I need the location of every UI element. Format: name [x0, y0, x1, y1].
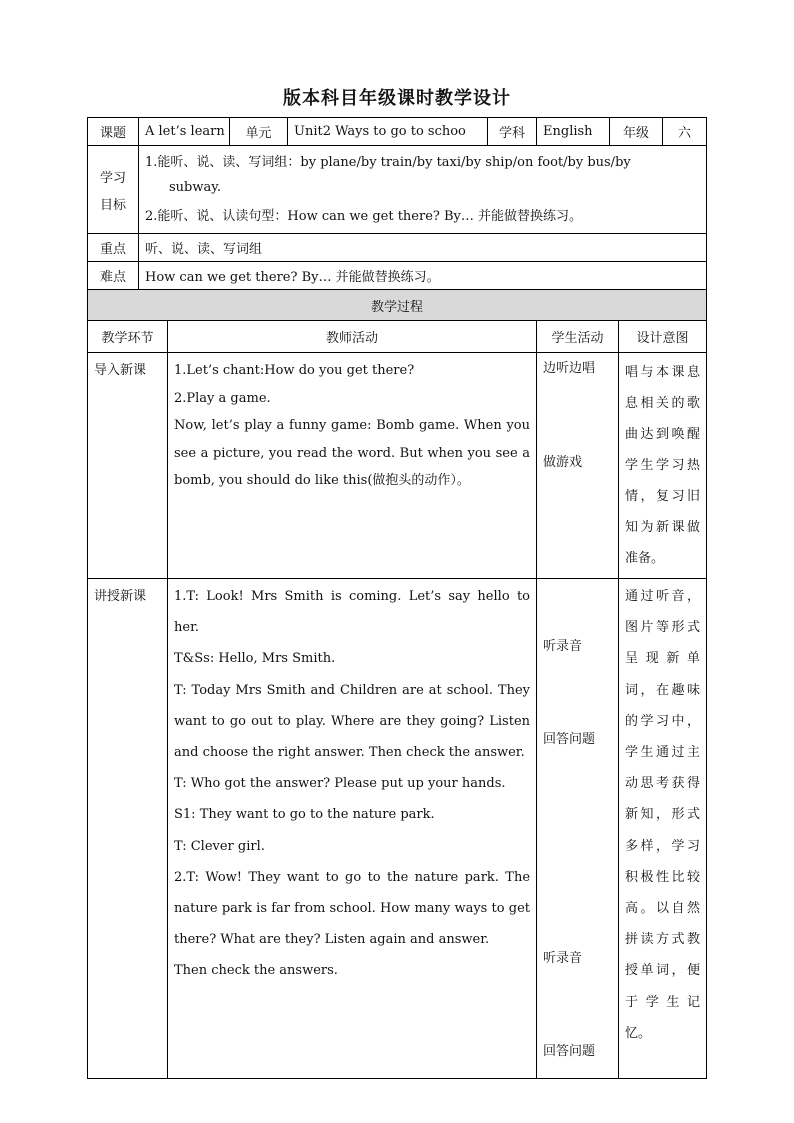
teacher-cell [168, 353, 537, 579]
teacher-cell [168, 579, 537, 1079]
teacher-line: S1: They want to go to the nature park. [174, 807, 435, 823]
teacher-line: T&Ss: Hello, Mrs Smith. [174, 651, 336, 667]
key-points-value: 听、说、读、写词组 [139, 234, 707, 262]
page-title: 版本科目年级课时教学设计 [283, 88, 511, 109]
difficulties-value: How can we get there? By… 并能做替换练习。 [139, 262, 707, 290]
teacher-line: T: Who got the answer? Please put up your hands. [174, 776, 506, 792]
objective-1: 1.能听、说、读、写词组：by plane/by train/by taxi/by ship/on foot/by bus/by [145, 155, 631, 170]
objective-2: 2.能听、说、认读句型：How can we get there? By… 并能做替换练习。 [145, 209, 583, 224]
objectives-label-line2: 目标 [99, 197, 126, 213]
grade-value: 六 [663, 118, 707, 146]
unit-value: Unit2 Ways to go to schoo [288, 118, 488, 146]
student-activity: 做游戏 [543, 455, 583, 470]
key-points-label: 重点 [88, 234, 139, 262]
teacher-line: 2.Play a game. [174, 390, 271, 406]
intent-cell: 通过听音，图片等形式呈现新单词，在趣味的学习中，学生通过主动思考获得新知，形式多样，学习积极性比较高。以自然拼读方式教授单词，便于学生记忆。 [619, 579, 707, 1079]
student-activity: 边听边唱 [543, 361, 596, 376]
objectives-label-line1: 学习 [99, 170, 126, 186]
stage-cell: 导入新课 [88, 353, 168, 579]
key-points-row [88, 234, 707, 262]
teacher-line: 1.Let’s chant:How do you get there? [174, 363, 415, 378]
col-teacher: 教师活动 [168, 321, 537, 353]
objectives-content [139, 146, 707, 234]
topic-value: A let’s learn [139, 118, 230, 146]
student-cell [537, 353, 619, 579]
intent-cell: 唱与本课息息相关的歌曲达到唤醒学生学习热情，复习旧知为新课做准备。 [619, 353, 707, 579]
difficulties-row [88, 262, 707, 290]
unit-label: 单元 [230, 118, 288, 146]
subject-value: English [537, 118, 610, 146]
table-row [88, 579, 707, 1079]
objectives-row [88, 146, 707, 234]
info-row [88, 118, 707, 146]
col-student: 学生活动 [537, 321, 619, 353]
stage-cell: 讲授新课 [88, 579, 168, 1079]
teacher-line: Then check the answers. [174, 963, 338, 979]
col-stage: 教学环节 [88, 321, 168, 353]
teacher-line: Now, let’s play a funny game: Bomb game. When you see a picture, you read the word. But when you see a bomb, you should do like this(做抱头的动作）。 [174, 418, 531, 488]
objective-1-cont: subway. [169, 180, 221, 195]
subject-label: 学科 [488, 118, 537, 146]
table-row [88, 353, 707, 579]
process-header: 教学过程 [88, 290, 707, 321]
teacher-line: T: Clever girl. [174, 838, 265, 854]
student-cell [537, 579, 619, 1079]
student-activity: 听录音 [543, 951, 583, 966]
teacher-line: 1.T: Look! Mrs Smith is coming. Let’s say hello to her. [174, 589, 531, 636]
student-activity: 听录音 [543, 639, 583, 654]
col-intent: 设计意图 [619, 321, 707, 353]
grade-label: 年级 [610, 118, 663, 146]
student-activity: 回答问题 [543, 1044, 596, 1059]
topic-label: 课题 [88, 118, 139, 146]
student-activity: 回答问题 [543, 732, 596, 747]
objectives-label [88, 146, 139, 234]
process-header-row [88, 290, 707, 321]
lesson-plan-table [87, 117, 707, 1079]
teacher-line: T: Today Mrs Smith and Children are at school. They want to go out to play. Where are they going? Listen and choose the right answer. Then check the answer. [174, 682, 531, 761]
teacher-line: 2.T: Wow! They want to go to the nature park. The nature park is far from school. How many ways to get there? What are they? Listen again and answer. [174, 869, 531, 948]
column-header-row [88, 321, 707, 353]
difficulties-label: 难点 [88, 262, 139, 290]
